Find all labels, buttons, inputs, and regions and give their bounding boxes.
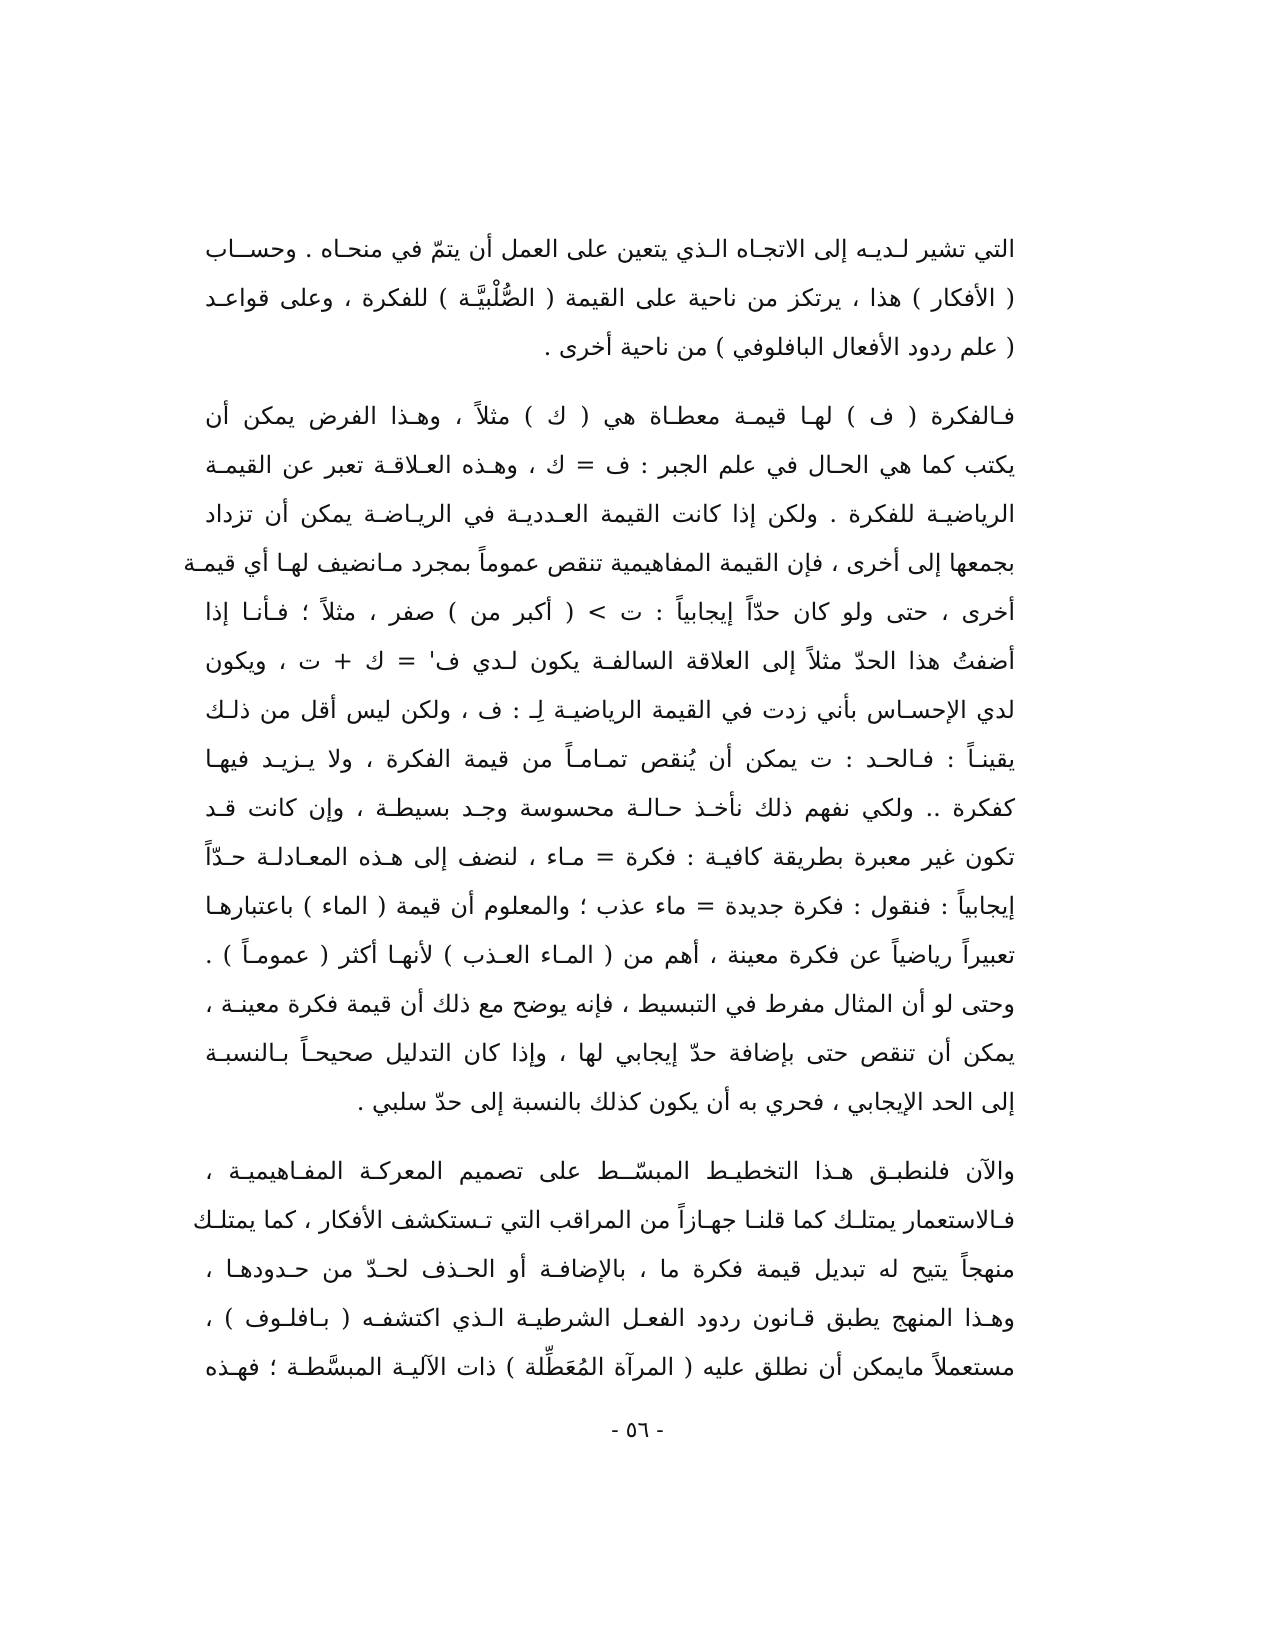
text-line: يقينـاً : فـالحـد : ت يمكن أن يُنقص تمـامـاً من قيمة الفكرة ، ولا يـزيـد فيهـا <box>205 745 1015 773</box>
text-line: أخرى ، حتى ولو كان حدّاً إيجابياً : ت > ( أكبر من ) صفر ، مثلاً ؛ فـأنـا إذا <box>205 598 1015 626</box>
text-line: التي تشير لـديـه إلى الاتجـاه الـذي يتعين على العمل أن يتمّ في منحـاه . وحســاب <box>205 235 1015 263</box>
text-line: فـالفكرة ( ف ) لهـا قيمـة معطـاة هي ( ك ) مثلاً ، وهـذا الفرض يمكن أن <box>205 402 1015 430</box>
text-line: ( الأفكار ) هذا ، يرتكز من ناحية على القيمة ( الصُّلْبيَّـة ) للفكرة ، وعلى قواعـد <box>205 284 1015 312</box>
text-line: إلى الحد الإيجابي ، فحري به أن يكون كذلك بالنسبة إلى حدّ سلبي . <box>356 1088 1015 1116</box>
body-text <box>183 225 1016 1392</box>
paragraph-3 <box>192 1147 1015 1392</box>
text-line: يمكن أن تنقص حتى بإضافة حدّ إيجابي لها ، وإذا كان التدليل صحيحـاً بـالنسبـة <box>205 1039 1015 1067</box>
text-line: والآن فلنطبـق هـذا التخطيـط المبسّــط على تصميم المعركـة المفـاهيميـة ، <box>205 1157 1015 1185</box>
text-line: بجمعها إلى أخرى ، فإن القيمة المفاهيمية تنقص عموماً بمجرد مـانضيف لهـا أي قيمـة <box>183 549 1015 577</box>
text-line: تعبيراً رياضياً عن فكرة معينة ، أهم من ( المـاء العـذب ) لأنهـا أكثر ( عمومـاً ) . <box>205 941 1016 969</box>
text-line: أضفتُ هذا الحدّ مثلاً إلى العلاقة السالفـة يكون لـدي ف' = ك + ت ، ويكون <box>205 647 1015 675</box>
text-line: وحتى لو أن المثال مفرط في التبسيط ، فإنه يوضح مع ذلك أن قيمة فكرة معينـة ، <box>205 990 1015 1018</box>
text-line: ( علم ردود الأفعال البافلوفي ) من ناحية أخرى . <box>543 333 1015 361</box>
text-line: إيجابياً : فنقول : فكرة جديدة = ماء عذب ؛ والمعلوم أن قيمة ( الماء ) باعتبارهـا <box>205 892 1015 920</box>
paragraph-1 <box>205 225 1015 372</box>
text-line: منهجاً يتيح له تبديل قيمة فكرة ما ، بالإضافـة أو الحـذف لحـدّ من حـدودهـا ، <box>205 1255 1015 1283</box>
paragraph-2 <box>183 392 1016 1127</box>
text-line: تكون غير معبرة بطريقة كافيـة : فكرة = مـاء ، لنضف إلى هـذه المعـادلـة حـدّاً <box>205 843 1015 871</box>
page-number: - ٥٦ - <box>611 1418 664 1443</box>
text-line: لدي الإحسـاس بأني زدت في القيمة الرياضيـة لِـ : ف ، ولكن ليس أقل من ذلـك <box>205 696 1015 724</box>
text-line: وهـذا المنهج يطبق قـانون ردود الفعـل الشرطيـة الـذي اكتشفـه ( بـافلـوف ) ، <box>205 1304 1015 1332</box>
text-line: الرياضيـة للفكرة . ولكن إذا كانت القيمة العـدديـة في الريـاضـة يمكن أن تزداد <box>205 500 1015 528</box>
text-line: مستعملاً مايمكن أن نطلق عليه ( المرآة المُعَطِّلة ) ذات الآليـة المبسَّطـة ؛ فهـذه <box>205 1353 1015 1381</box>
text-line: فـالاستعمار يمتلـك كما قلنـا جهـازاً من المراقب التي تـستكشف الأفكار ، كما يمتلـك <box>192 1206 1015 1234</box>
text-line: كفكرة .. ولكي نفهم ذلك نأخـذ حـالـة محسوسة وجـد بسيطـة ، وإن كانت قـد <box>205 794 1015 822</box>
text-line: يكتب كما هي الحـال في علم الجبر : ف = ك ، وهـذه العـلاقـة تعبر عن القيمـة <box>205 451 1015 479</box>
